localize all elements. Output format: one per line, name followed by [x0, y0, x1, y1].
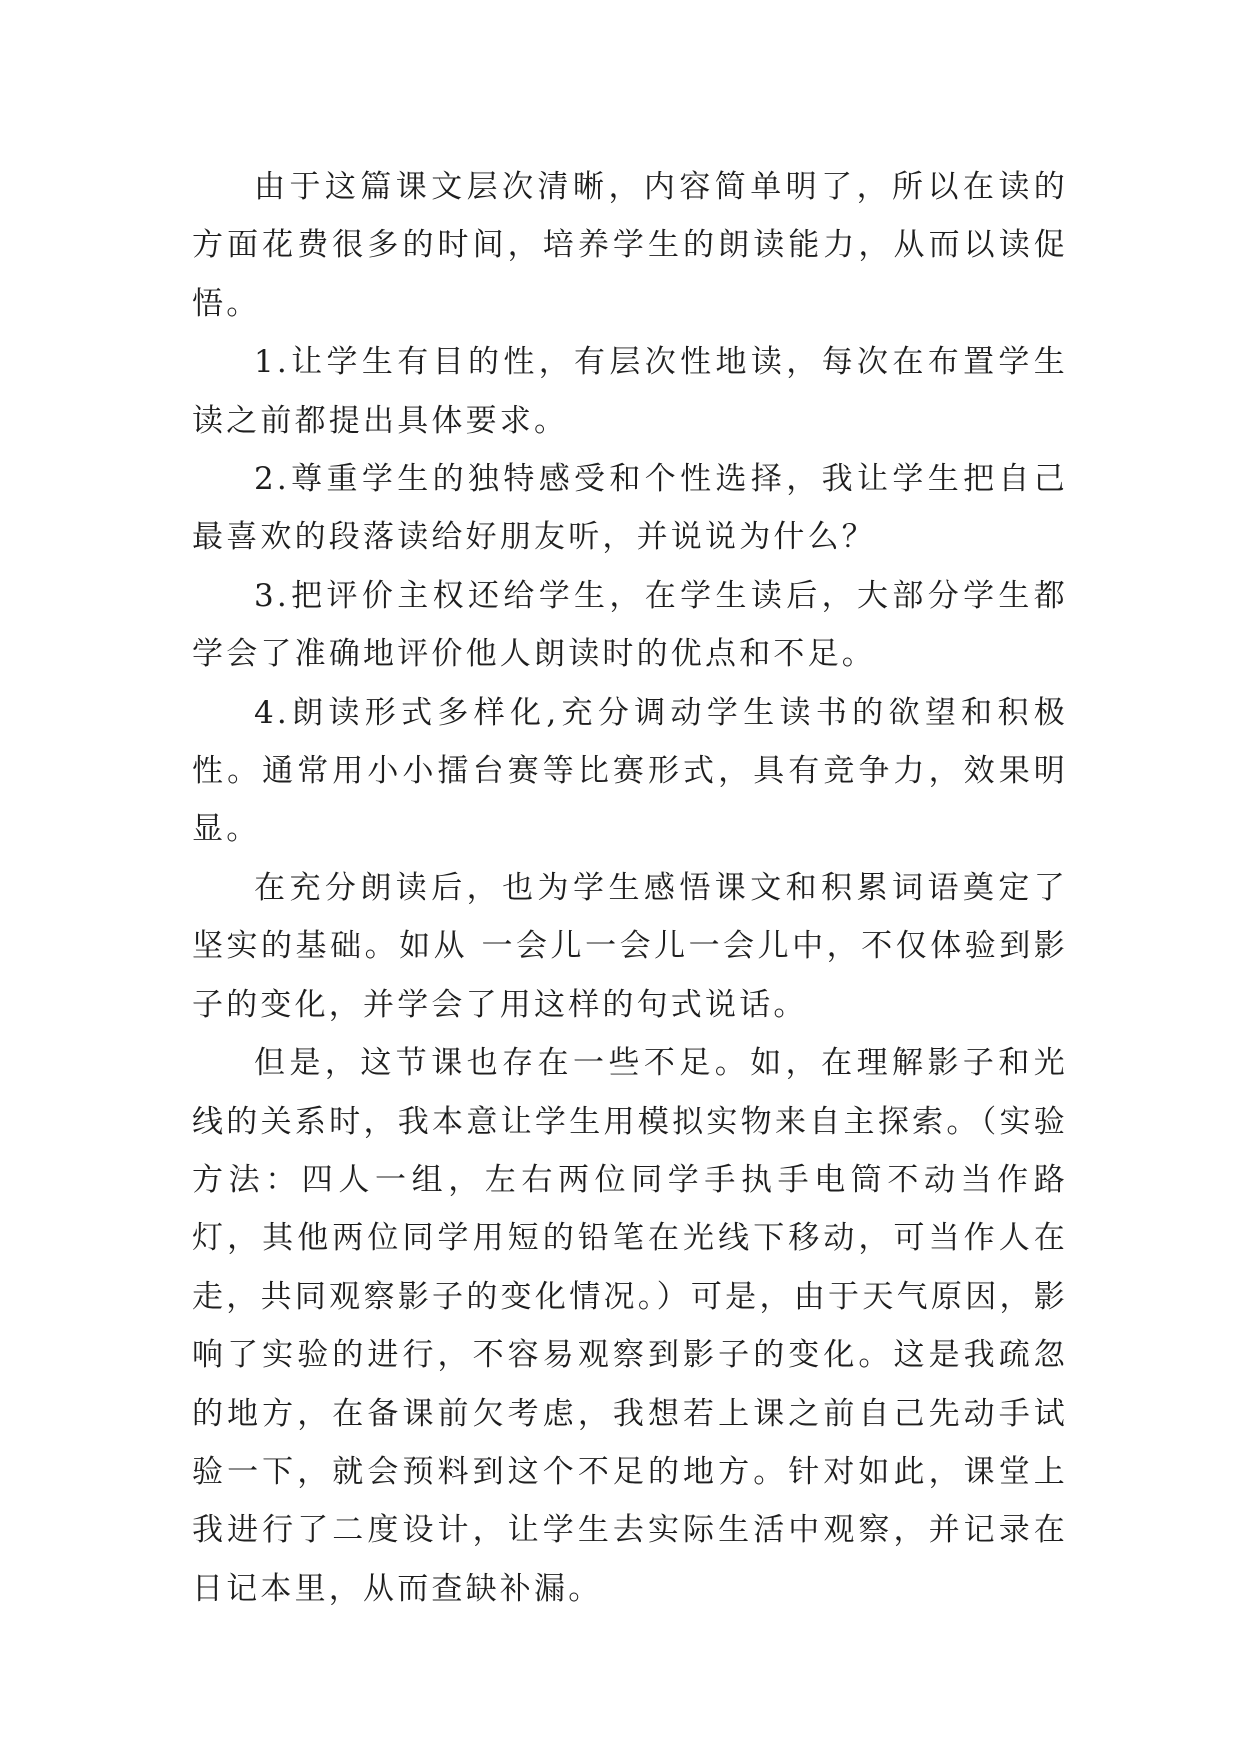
paragraph-point-3: 3.把评价主权还给学生，在学生读后，大部分学生都学会了准确地评价他人朗读时的优点和不足。 [192, 577, 1068, 673]
paragraph-shortcomings: 但是，这节课也存在一些不足。如，在理解影子和光线的关系时，我本意让学生用模拟实物来自主探索。（实验方法：四人一组，左右两位同学手执手电筒不动当作路灯，其他两位同学用短的铅笔在光线下移动，可当作人在走，共同观察影子的变化情况。）可是，由于天气原因，影响了实验的进行，不容易观察到影子的变化。这是我疏忽的地方，在备课前欠考虑，我想若上课之前自己先动手试验一下，就会预料到这个不足的地方。针对如此，课堂上我进行了二度设计，让学生去实际生活中观察，并记录在日记本里，从而查缺补漏。 [192, 1045, 1068, 1607]
paragraph-point-1: 1.让学生有目的性，有层次性地读，每次在布置学生读之前都提出具体要求。 [192, 344, 1068, 439]
paragraph-foundation: 在充分朗读后，也为学生感悟课文和积累词语奠定了坚实的基础。如从 一会儿一会儿一会儿中，不仅体验到影子的变化，并学会了用这样的句式说话。 [192, 869, 1068, 1023]
paragraph-point-2: 2.尊重学生的独特感受和个性选择，我让学生把自己最喜欢的段落读给好朋友听，并说说为什么？ [192, 461, 1068, 556]
paragraph-intro: 由于这篇课文层次清晰，内容简单明了，所以在读的方面花费很多的时间，培养学生的朗读能力，从而以读促悟。 [192, 169, 1068, 322]
paragraph-point-4: 4.朗读形式多样化,充分调动学生读书的欲望和积极性。通常用小小擂台赛等比赛形式，具有竞争力，效果明显。 [192, 694, 1068, 848]
document-body [192, 158, 1068, 1618]
